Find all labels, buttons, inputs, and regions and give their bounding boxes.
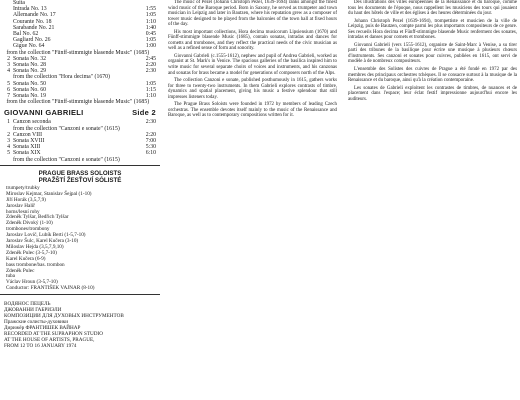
recording-line: ДЖОВАННИ ГАБРИЭЛИ (4, 307, 62, 314)
track-number: 2 (7, 55, 10, 62)
track-title: Sonata XIX (13, 150, 41, 157)
notes-column-french (345, 0, 520, 400)
member-name: Miroslav Kejmar, Stanislav Šejpal (1-10) (6, 190, 92, 197)
instrument-group-label: horns/lesní rohy (6, 208, 40, 215)
member-name: Jaroslav Halíř (6, 202, 35, 209)
recording-line: Дирижёр ФРАНТИШЕК ВАЙНАР (4, 325, 81, 332)
instrument-group-label: tuba (6, 273, 15, 280)
track-title: Bal No. 62 (13, 31, 39, 38)
track-number: 7 (7, 93, 10, 100)
paragraph: Les sonates de Gabrieli exploitent les contrastes de timbres, de nuances et de placement dans l'espace; leur éclat festif impressionne aujourd'hui encore les auditeurs. (348, 85, 517, 102)
track-title: from the collection "Fünff-stimmigte blasende Music" (1685) (6, 49, 150, 56)
track-duration (136, 157, 156, 163)
track-duration: 2:45 (145, 55, 156, 62)
track-title: Sonata No. 28 (13, 62, 47, 69)
recording-info (0, 301, 160, 349)
paragraph: Des illustrations des villes européennes de la Renaissance et du baroque, comme tous les documents de l'époque, nous rappellent les musiciens des tours qui jouaient du haut des hôtels de ville et des églises à des heures déterminées du jour. (348, 0, 517, 17)
paragraph: The collection Canzoni e sonate, published posthumously in 1615, gathers works for three to twenty-two instruments. In them Gabrieli explores contrasts of timbre, dynamics and spatial placement, giving his music a festive splendour that still impresses listeners today. (168, 78, 337, 100)
member-name: Jiří Horák (3,5,7,9) (6, 196, 46, 203)
track-title: Sonata No. 60 (13, 86, 47, 93)
member-name: Miloslav Hejda (3,5,7,9,10) (6, 243, 64, 250)
track-title: Suita (13, 0, 25, 6)
track-number: 4 (7, 68, 10, 75)
track-row (0, 157, 160, 163)
track-title: Canzon VIII (13, 131, 43, 138)
track-duration: 5:30 (145, 144, 156, 151)
member-name: Václav Hroun (3-5,7-10) (6, 279, 58, 286)
track-number: 5 (7, 80, 10, 87)
instrument-group-label: trumpety/trubky (6, 184, 40, 191)
member-name: Zdeněk Tylšar, Bedřich Tylšar (6, 214, 69, 221)
ensemble-members (0, 186, 160, 292)
divider (0, 165, 160, 166)
track-number (0, 99, 3, 105)
instrument-group-label: bass trombone/bas. trombon (6, 261, 65, 268)
track-listing-column (0, 0, 160, 400)
member-name: Jaroslav Šulc, Karel Kučera (3-10) (6, 238, 79, 245)
track-title: from the collection "Hora decima" (1670) (13, 74, 110, 81)
track-title: Sonata No. 19 (13, 93, 47, 100)
recording-line: КОМПОЗИЦИИ ДЛЯ ДУХОВЫХ ИНСТРУМЕНТОВ (4, 313, 124, 320)
track-number: 4 (7, 144, 10, 151)
recording-line: FROM 12 TO 16 JANUARY 1974 (4, 343, 77, 350)
instrument-group-label: trombones/trombony (6, 226, 50, 233)
side2-track-list (0, 119, 160, 162)
member-name: Zdeněk Pulec (6, 267, 35, 274)
side1-track-list (0, 0, 160, 105)
track-title: Courante No. 18 (13, 18, 52, 25)
track-title: Intrada No. 13 (13, 6, 47, 13)
composer-heading (4, 108, 156, 117)
member-name: Conductor: FRANTIŠEK VAJNAR (8-10) (6, 285, 95, 292)
track-duration: 6:10 (145, 150, 156, 157)
recording-line: Пражские солисты-духовики (4, 319, 69, 326)
track-duration: 1:05 (145, 37, 156, 44)
track-title: from the collection "Fünff-stimmigte blasende Music" (1685) (6, 99, 150, 106)
track-number: 3 (7, 62, 10, 69)
ensemble-name: PRAGUE BRASS SOLOISTS (38, 169, 122, 177)
paragraph: The Prague Brass Soloists were founded in 1972 by members of leading Czech orchestras. The ensemble devotes itself mainly to the music of the Renaissance and Baroque, as well as to contemporary compositions written for it. (168, 102, 337, 119)
track-title: from the collection "Canzoni e sonate" (1615) (13, 156, 120, 163)
track-number: 3 (7, 138, 10, 145)
track-title: from the collection "Canzoni e sonate" (1615) (13, 125, 120, 132)
track-number (0, 157, 10, 163)
track-number: 1 (7, 119, 10, 126)
paragraph: The music of Pezel (Johann Christoph Pezel, 1639-1694) ranks amongst the finest wind music of the Baroque period. Born in Saxony, he served as trumpeter and town musician in Leipzig and later in Bautzen, where his reputation grew as a composer of tower music designed to be played from the balconies of the town hall at fixed hours of the day. (168, 0, 337, 28)
track-title: Allemande No. 17 (13, 12, 56, 19)
track-title: Sonata No. 29 (13, 68, 47, 75)
liner-notes-french (345, 0, 520, 400)
track-title: Sarabande No. 21 (13, 24, 55, 31)
track-number: 6 (7, 86, 10, 93)
recording-line: ВОДЯНОС ПЕЦЕЛЬ (4, 301, 51, 308)
track-duration: 1:10 (145, 18, 156, 25)
ensemble-title (0, 170, 160, 184)
paragraph: L'ensemble des Solistes des cuivres de Prague a été fondé en 1972 par des membres des principaux orchestres tchèques. Il se consacre surtout à la musique de la Renaissance et du baroque, ainsi qu'à la création contemporaine. (348, 67, 517, 84)
track-duration: 2:30 (145, 68, 156, 75)
paragraph: Giovanni Gabrieli (vers 1555-1612), organiste de Saint-Marc à Venise, a su tirer parti des tribunes de la basilique pour écrire une musique à plusieurs chœurs d'instruments. Ses canzoni et sonates pour cuivres, publiées en 1615, ont servi de modèle à de nombreux compositeurs. (348, 42, 517, 65)
track-duration: 1:00 (145, 43, 156, 50)
member-name: Jaroslav Lovič, Lubík Berti (1-5,7-10) (6, 232, 86, 239)
paragraph: Giovanni Gabrieli (c.1555-1612), nephew and pupil of Andrea Gabrieli, worked as organist at St. Mark's in Venice. The spacious galleries of the basilica inspired him to write music for several separate choirs of voices and instruments, and his canzonas and sonatas for brass became a model for generations of composers north of the Alps. (168, 53, 337, 76)
notes-column-english (165, 0, 340, 400)
track-duration: 1:15 (145, 86, 156, 93)
ensemble-name-czech: PRAŽŠTÍ ŽESŤOVÍ SÓLISTÉ (38, 176, 122, 184)
track-row (0, 99, 160, 105)
track-duration (149, 99, 156, 105)
track-number: 5 (7, 150, 10, 157)
track-duration: 7:00 (145, 138, 156, 145)
paragraph: His most important collections, Hora decima musicorum Lipsiensium (1670) and Fünff-stimmigte blasende Music (1685), contain sonatas, intradas and dances for cornetts and trombones, and they reflect the practical needs of the civic musician as well as a refined sense of form and sonority. (168, 29, 337, 52)
recording-line: AT THE HOUSE OF ARTISTS, PRAGUE, (4, 337, 95, 344)
track-title: Sonata No. 50 (13, 80, 47, 87)
member-name: Zdeněk Pulec (3-5,7-10) (6, 249, 57, 256)
track-duration: 1:05 (145, 12, 156, 19)
track-duration: 1:10 (145, 93, 156, 100)
track-title: Canzon seconda (13, 119, 51, 126)
track-duration: 1:40 (145, 24, 156, 31)
track-title: Sonata XVIII (13, 138, 45, 145)
paragraph: Johann Christoph Pezel (1639-1694), trompettiste et musicien de la ville de Leipzig, puis de Bautzen, compte parmi les plus importants compositeurs de ce genre. Ses recueils Hora decima et Fünff-stimmigte blasende Music renferment des sonates, intradas et danses pour cornets et trombones. (348, 18, 517, 41)
recording-line: RECORDED AT THE SUPRAPHON STUDIO (4, 331, 103, 338)
track-title: Sonata No. 32 (13, 55, 47, 62)
track-duration: 2:20 (145, 62, 156, 69)
liner-notes-english (165, 0, 340, 400)
track-title: Sonata XIII (13, 144, 41, 151)
track-duration: 2:20 (145, 131, 156, 138)
track-duration: 1:05 (145, 80, 156, 87)
side-label: Side 2 (132, 108, 156, 118)
track-duration: 2:30 (145, 119, 156, 126)
member-name: Karel Kučera (6-9) (6, 255, 46, 262)
composer-name: GIOVANNI GABRIELI (4, 108, 84, 118)
track-number: 2 (7, 131, 10, 138)
member-name: Zdeněk Divoký (1-10) (6, 220, 53, 227)
track-duration: 1:55 (145, 6, 156, 13)
divider (0, 294, 160, 295)
track-title: Gagliard No. 26 (13, 37, 51, 44)
track-duration: 0:45 (145, 31, 156, 38)
track-title: Gigue No. 64 (13, 43, 45, 50)
